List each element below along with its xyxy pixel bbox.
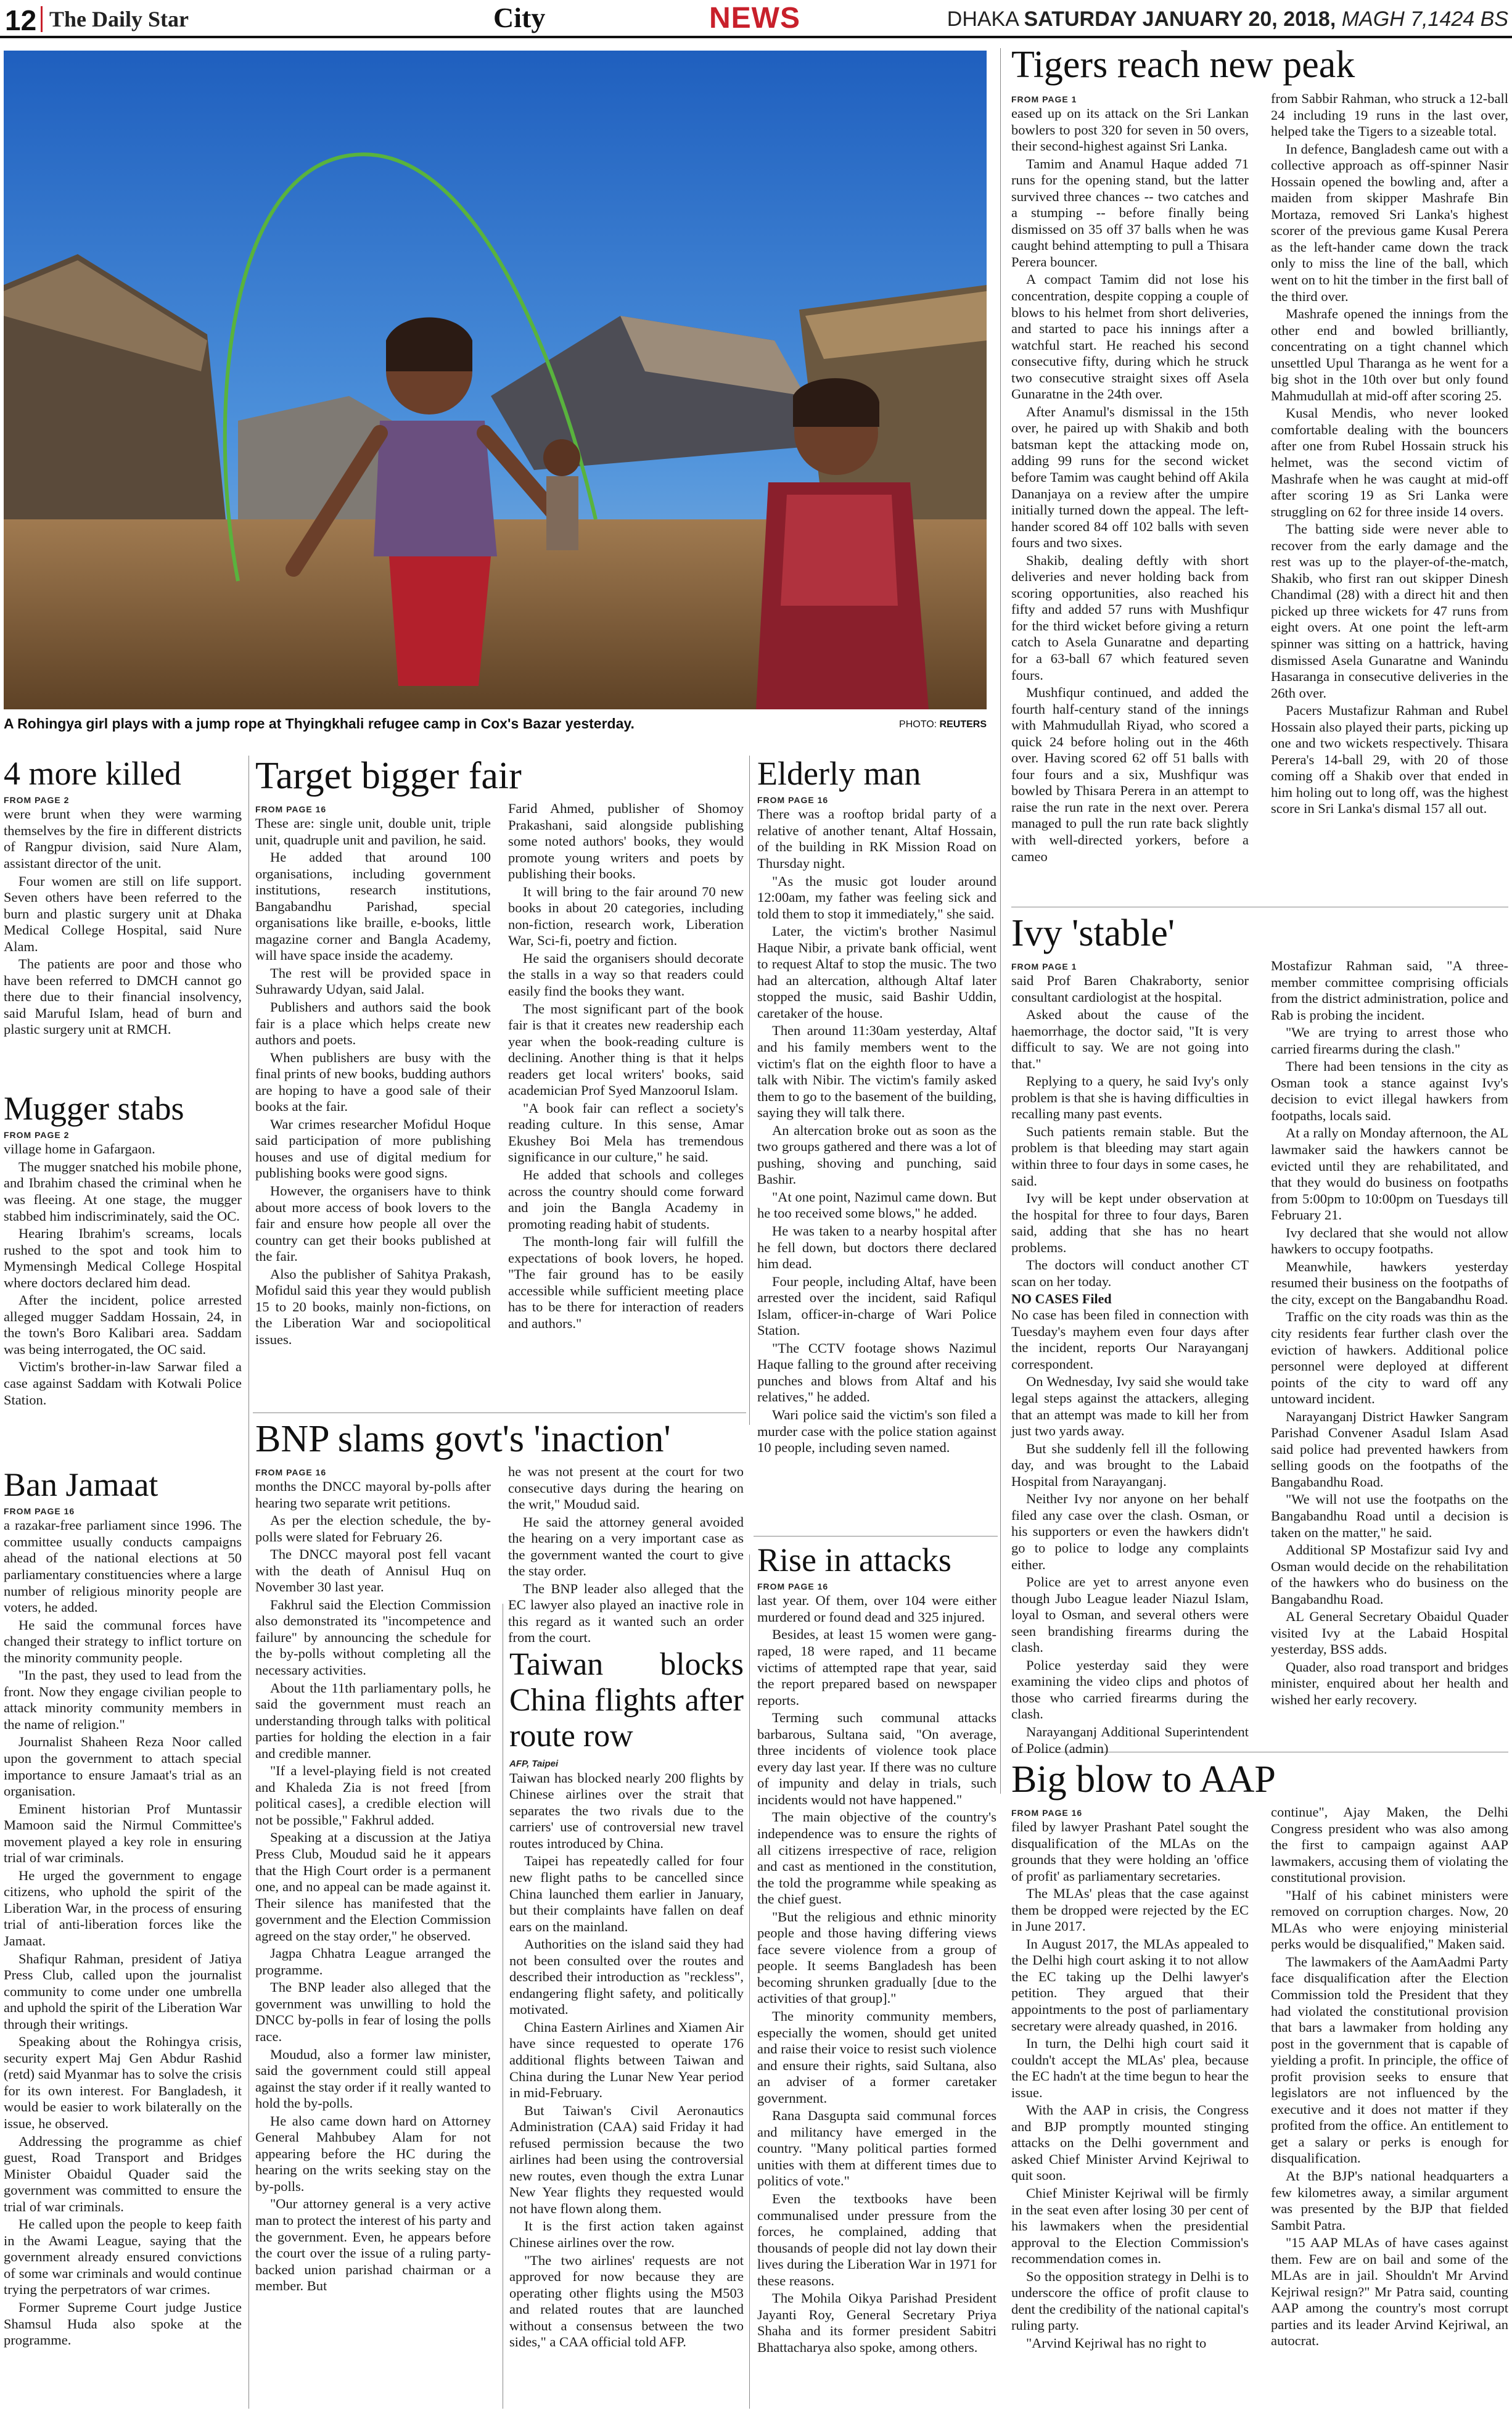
paragraph: The most significant part of the book fair is that it creates new readership each year when the book-reading culture is declining. Another thing is that it helps readers get local writers' books, said academician Prof Syed Manzoorul Islam. <box>508 1000 744 1099</box>
paragraph: Police yesterday said they were examining the video clips and photos of those who carried firearms during the clash. <box>1011 1657 1249 1722</box>
subheading: NO CASES Filed <box>1011 1291 1112 1307</box>
paragraph: He said the organisers should decorate the stalls in a way so that readers could easily find the books they want. <box>508 950 744 999</box>
paragraph: filed by lawyer Prashant Patel sought the disqualification of the MLAs on the grounds that they were holding an 'office of profit' as parliamentary secretaries. <box>1011 1818 1249 1884</box>
article-taiwan <box>509 1647 744 2352</box>
paragraph: Quader, also road transport and bridges minister, enquired about her health and wished her early recovery. <box>1271 1659 1508 1708</box>
paragraph: The DNCC mayoral post fell vacant with the death of Annisul Huq on November 30 last year. <box>255 1546 491 1595</box>
article-column <box>1011 958 1249 1758</box>
article-jamaat <box>4 1467 242 2350</box>
paragraph: A compact Tamim did not lose his concentration, despite copping a couple of blows to his helmet from short deliveries, and started to pace his innings after a watchful start. He reached his second consecutive fifty, during which he struck two consecutive straight sixes off Asela Gunaratne in the 24th over. <box>1011 271 1249 402</box>
rohingya-girl-photo <box>4 51 987 709</box>
paragraph: But Taiwan's Civil Aeronautics Administration (CAA) said Friday it had refused permission because the two airlines had been using the controversial new routes, even though the extra Lunar New Year flights they requested would not have flown along them. <box>509 2102 744 2216</box>
paragraph: However, the organisers have to think about more access of book lovers to the fair and ensure how people all over the country can get their books published at the fair. <box>255 1182 491 1264</box>
paragraph: "A book fair can reflect a society's reading culture. In this sense, Amar Ekushey Boi Mela has tremendous significance in our culture," he said. <box>508 1100 744 1165</box>
page-number: 12 <box>5 4 37 36</box>
paragraph: Traffic on the city roads was thin as the city residents fear further clash over the eviction of hawkers. Additional police personnel were deployed at different points of the city to ward off any untoward incident. <box>1271 1309 1508 1407</box>
article-column <box>1271 958 1508 1758</box>
paragraph: An altercation broke out as soon as the two groups gathered and there was a lot of pushing, shoving and punching, said Bashir. <box>757 1122 996 1187</box>
paragraph: On Wednesday, Ivy said she would take legal steps against the attackers, alleging that an attempt was made to kill her from just two yards away. <box>1011 1374 1249 1439</box>
paragraph: Pacers Mustafizur Rahman and Rubel Hossain also played their parts, picking up one and two wickets respectively. Thisara Perera's 14-ball 29, with 20 of those coming off a Shakib over that ended in him holing out to long off, was the highest score in Sri Lanka's dismal 157 all out. <box>1271 703 1508 817</box>
paragraph: The doctors will conduct another CT scan on her today. <box>1011 1257 1249 1289</box>
paragraph: There was a rooftop bridal party of a relative of another tenant, Altaf Hossain, of the building in RK Mission Road on Thursday night. <box>757 806 996 871</box>
from-page-label: FROM PAGE 16 <box>1011 1807 1083 1818</box>
paragraph: Farid Ahmed, publisher of Shomoy Prakashani, said alongside publishing some noted authors' books, they would promote young writers and poets by publishing their books. <box>508 800 744 882</box>
paragraph: Rana Dasgupta said communal forces and militancy have emerged in the country. "Many political parties formed unities with them at different times due to politics of vote." <box>757 2108 996 2189</box>
paragraph: As per the election schedule, the by-polls were slated for February 26. <box>255 1512 491 1545</box>
from-page-label: FROM PAGE 1 <box>1011 94 1077 104</box>
article-attacks <box>757 1542 996 2357</box>
paragraph: village home in Gafargaon. <box>4 1141 155 1157</box>
masthead-divider <box>41 6 43 32</box>
date-city: DHAKA <box>947 7 1019 31</box>
paragraph: Asked about the cause of the haemorrhage, the doctor said, "It is very difficult to say. We are not going into that." <box>1011 1007 1249 1071</box>
paragraph: a razakar-free parliament since 1996. The committee usually conducts campaigns ahead of the national elections at 50 parliamentary constituencies where a large number of religious minority people are voters, he added. <box>4 1517 242 1615</box>
issue-date <box>947 7 1508 31</box>
paragraph: Also the publisher of Sahitya Prakash, Mofidul said this year they would publish 15 to 20 books, mainly non-fictions, on the Liberation War and sociopolitical issues. <box>255 1266 491 1347</box>
article-tigers <box>1011 44 1508 866</box>
paragraph: China Eastern Airlines and Xiamen Air have since requested to operate 176 additional flights between Taiwan and China during the Lunar New Year period in mid-February. <box>509 2019 744 2101</box>
article-headline: Big blow to AAP <box>1011 1759 1276 1800</box>
paragraph: Meanwhile, hawkers yesterday resumed their business on the footpaths of the city, except on the Bangabandhu Road. <box>1271 1258 1508 1307</box>
paragraph: Replying to a query, he said Ivy's only problem is that she is having difficulties in recalling many past events. <box>1011 1073 1249 1122</box>
paragraph: eased up on its attack on the Sri Lankan bowlers to post 320 for seven in 50 overs, their second-highest against Sri Lanka. <box>1011 105 1249 154</box>
paragraph: After Anamul's dismissal in the 15th over, he paired up with Shakib and both batsman kept the attacking mode on, adding 99 runs for the second wicket before Tamim was caught behind off Akila Dananjaya on a review after the umpire initially turned down the appeal. The left-hander scored 84 off 102 balls with seven fours and two sixes. <box>1011 403 1249 551</box>
photo-credit <box>899 719 987 730</box>
paragraph: "Half of his cabinet ministers were removed on corruption charges. Now, 20 MLAs who were enjoying ministerial perks would be disqualified," Maken said. <box>1271 1887 1508 1952</box>
paragraph: Then around 11:30am yesterday, Altaf and his family members went to the victim's flat on the eighth floor to have a talk with Nibir. The victim's family asked them to go to the basement of the building, saying they will talk there. <box>757 1023 996 1121</box>
paragraph: "At one point, Nazimul came down. But he too received some blows," he added. <box>757 1189 996 1221</box>
paragraph: There had been tensions in the city as Osman took a stance against Ivy's decision to evict illegal hawkers from footpaths, locals said. <box>1271 1058 1508 1123</box>
credit-label: PHOTO: <box>899 719 937 730</box>
category-label: NEWS <box>709 2 800 35</box>
paragraph: Speaking about the Rohingya crisis, security expert Maj Gen Abdur Rashid (retd) said Myanmar has to solve the crisis for its own interest. For Bangladesh, it would be easier to work bilaterally on the issue, he observed. <box>4 2034 242 2131</box>
paragraph: In August 2017, the MLAs appealed to the Delhi high court asking it to not allow the EC taking up the Delhi lawyer's petition. They argued that their appointments to the post of parliamentary secretary were already quashed, in 2016. <box>1011 1936 1249 2034</box>
paragraph: The lawmakers of the AamAadmi Party face disqualification after the Election Commission told the President that they had violated the constitutional provision that bars a lawmaker from holding any post in the government that is capable of yielding a profit. In principle, the office of profit provision seeks to ensure that legislators are not influenced by the executive and it does not matter if they profited from the office. An entitlement to get a salary or perks is enough for disqualification. <box>1271 1953 1508 2166</box>
article-aap <box>1011 1759 1508 2353</box>
paragraph: Additional SP Mostafizur said Ivy and Osman would decide on the rehabilitation of the hawkers who do business on the Bangabandhu Road. <box>1271 1542 1508 1607</box>
paragraph: The minority community members, especially the women, should get united and raise their voice to resist such violence and ensure their rights, said Sultana, also an adviser of a former caretaker government. <box>757 2008 996 2106</box>
paragraph: The MLAs' pleas that the case against them be dropped were rejected by the EC in June 2017. <box>1011 1886 1249 1934</box>
article-column <box>255 801 491 1350</box>
photo-illustration <box>4 51 987 709</box>
article-elderly <box>757 756 996 1458</box>
paragraph: Kusal Mendis, who never looked comfortable dealing with the bouncers after one from Rubel Hossain struck his helmet, was the second victim of Mashrafe when he was caught at mid-off after scoring 19 as Sri Lanka were struggling on 62 for three inside 14 overs. <box>1271 405 1508 519</box>
date-bangla: MAGH 7,1424 BS <box>1341 7 1508 31</box>
paragraph: were brunt when they were warming themselves by the fire in different districts of Rangpur division, said Nure Alam, assistant director of the unit. <box>4 806 242 871</box>
article-body <box>1011 958 1508 1758</box>
paragraph: Addressing the programme as chief guest, Road Transport and Bridges Minister Obaidul Quader said the government was committed to ensure the trial of war criminals. <box>4 2133 242 2214</box>
paragraph: Taiwan has blocked nearly 200 flights by Chinese airlines over the strait that separates the two rivals due to the carriers' use of controversial new travel routes introduced by China. <box>509 1770 744 1851</box>
byline: AFP, Taipei <box>509 1758 559 1769</box>
paragraph: So the opposition strategy in Delhi is to underscore the office of profit clause to dent the credibility of the national capital's ruling party. <box>1011 2268 1249 2333</box>
article-headline: Mugger stabs <box>4 1090 184 1127</box>
article-body <box>1011 91 1508 866</box>
article-body <box>1011 1804 1508 2353</box>
from-page-label: FROM PAGE 2 <box>4 1130 70 1141</box>
paragraph: Four people, including Altaf, have been arrested over the incident, said Rafiqul Islam, officer-in-charge of Wari Police Station. <box>757 1273 996 1338</box>
paragraph: The rest will be provided space in Suhrawardy Udyan, said Jalal. <box>255 965 491 997</box>
paragraph: Victim's brother-in-law Sarwar filed a case against Saddam with Kotwali Police Station. <box>4 1359 242 1408</box>
paper-name: The Daily Star <box>49 7 189 31</box>
paragraph: "As the music got louder around 12:00am, my father was feeling sick and told them to stop it immediately," she said. <box>757 873 996 922</box>
paragraph: The batting side were never able to recover from the early damage and the rest was up to the player-of-the-match, Shakib, who first ran out skipper Dinesh Chandimal (28) with a direct hit and then picked up three wickets for 47 runs from eight overs. At one point the left-arm spinner was sitting on a hattrick, having dismissed Asela Gunaratne and Wanindu Hasaranga in consecutive deliveries in the 26th over. <box>1271 521 1508 701</box>
paragraph: Ivy will be kept under observation at the hospital for three to four days, Baren said, adding that she has no heart problems. <box>1011 1190 1249 1255</box>
paragraph: The month-long fair will fulfill the expectations of book lovers, he hoped. "The fair ground has to be easily accessible while sufficient meeting place has to be there for interaction of readers and authors." <box>508 1234 744 1331</box>
paragraph: Speaking at a discussion at the Jatiya Press Club, Moudud said he it appears that the High Court order is a permanent one, and no appeal can be made against it. Their silence has manifested that the government and the Election Commission agreed on the stay order," he observed. <box>255 1829 491 1944</box>
paragraph: Jagpa Chhatra League arranged the programme. <box>255 1945 491 1978</box>
paragraph: said Prof Baren Chakraborty, senior consultant cardiologist at the hospital. <box>1011 972 1249 1005</box>
paragraph: Tamim and Anamul Haque added 71 runs for the opening stand, but the latter survived three chances -- two catches and a stumping -- before finally being dismissed on 35 off 37 balls when he was caught behind attempting to pull a Thisara Perera bouncer. <box>1011 155 1249 270</box>
paragraph: Chief Minister Kejriwal will be firmly in the seat even after losing 30 per cent of his lawmakers when the presidential approval to the Election Commission's recommendation comes in. <box>1011 2185 1249 2267</box>
paragraph: In turn, the Delhi high court said it couldn't accept the MLAs' plea, because the EC hadn't at the time begun to hear the issue. <box>1011 2036 1249 2100</box>
paragraph: He added that schools and colleges across the country should come forward and join the Bangla Academy in promoting reading habit of students. <box>508 1166 744 1232</box>
paragraph: continue", Ajay Maken, the Delhi Congress president who was also among the first to campaign against AAP lawmakers, accusing them of violating the constitutional provision. <box>1271 1804 1508 1886</box>
paragraph: He said the attorney general avoided the hearing on a very important case as the government wanted the court to give the stay order. <box>508 1514 744 1579</box>
paragraph: months the DNCC mayoral by-polls after hearing two separate writ petitions. <box>255 1478 491 1511</box>
paragraph: Four women are still on life support. Seven others have been referred to the burn and plastic surgery unit at Dhaka Medical College Hospital, said Nure Alam. <box>4 873 242 954</box>
paragraph: He added that around 100 organisations, including government institutions, research institutions, Bangabandhu Parishad, special organisations like braille, e-books, little magazine corner and Bangla Academy, will have space inside the academy. <box>255 849 491 963</box>
article-column <box>1011 1804 1249 2353</box>
masthead <box>0 0 1512 38</box>
from-page-label: FROM PAGE 16 <box>255 1467 327 1477</box>
paragraph: last year. Of them, over 104 were either murdered or found dead and 325 injured. <box>757 1593 996 1625</box>
article-headline: Rise in attacks <box>757 1541 951 1578</box>
paragraph: Taipei has repeatedly called for four new flight paths to be cancelled since China launched them earlier in January, but their complaints have fallen on deaf ears on the mainland. <box>509 1853 744 1934</box>
paragraph: Mostafizur Rahman said, "A three-member committee comprising officials from the district administration, police and Rab is probing the incident. <box>1271 957 1508 1023</box>
article-mugger <box>4 1091 242 1409</box>
article-fair <box>255 756 744 1349</box>
paragraph: When publishers are busy with the final prints of new books, budding authors are hoping to have a good sale of their books at the fair. <box>255 1049 491 1115</box>
paragraph: AL General Secretary Obaidul Quader visited Ivy at the Labaid Hospital yesterday, BSS adds. <box>1271 1609 1508 1657</box>
paragraph: "If a level-playing field is not created and Khaleda Zia is not freed [from political cases], a credible election will not be possible," Fakhrul added. <box>255 1763 491 1828</box>
paragraph: Shakib, dealing deftly with short deliveries and never holding back from scoring opportunities, also reached his fifty and added 57 runs with Mushfiqur for the third wicket before giving a return catch to Asela Gunaratne and departing for a 63-ball 67 which featured seven fours. <box>1011 552 1249 683</box>
paragraph: But she suddenly fell ill the following day, and was brought to the Labaid Hospital from Narayanganj. <box>1011 1440 1249 1489</box>
article-column <box>255 1464 491 2296</box>
section-name: City <box>493 2 546 33</box>
paragraph: He urged the government to engage citizens, who uphold the spirit of the Liberation War, in the process of ensuring trial of anti-liberation forces like the Jamaat. <box>4 1867 242 1949</box>
paragraph: Narayanganj Additional Superintendent of Police (admin) <box>1011 1723 1249 1756</box>
caption-text: A Rohingya girl plays with a jump rope at Thyingkhali refugee camp in Cox's Bazar yesterday. <box>4 716 635 732</box>
credit-source: REUTERS <box>939 719 987 730</box>
paragraph: He said the communal forces have changed their strategy to inflict torture on the minority community people. <box>4 1617 242 1665</box>
paragraph: Mushfiqur continued, and added the fourth half-century stand of the innings with Mahmudullah Riyad, who scored a quick 24 before holing out in the 46th over. Having scored 62 off 51 balls with four fours and a six, Mushfiqur was bowled by Thisara Perera in an attempt to raise the run rate in the next over. Perera managed to pull the run rate back slightly with well-directed yorkers, before a cameo <box>1011 685 1249 864</box>
paragraph: "But the religious and ethnic minority people and those having differing views face severe violence from a group of people. It seems Bangladesh has been becoming shrunken gradually [due to the activities of that group]." <box>757 1908 996 2007</box>
paragraph: Publishers and authors said the book fair is a place which helps create new authors and poets. <box>255 999 491 1048</box>
paragraph: The BNP leader also alleged that the government was unwilling to hold the DNCC by-polls in fear of losing the polls race. <box>255 1979 491 2044</box>
paragraph: Such patients remain stable. But the problem is that bleeding may start again within three to four days in some cases, he said. <box>1011 1123 1249 1189</box>
paragraph: "We are trying to arrest those who carried firearms during the clash." <box>1271 1025 1508 1057</box>
paragraph: Even the textbooks have been communalised under pressure from the forces, he complained, adding that thousands of people did not lay down their lives during the Liberation War in 1971 for these reasons. <box>757 2191 996 2288</box>
article-headline: Ban Jamaat <box>4 1466 158 1503</box>
paragraph: These are: single unit, double unit, triple unit, quadruple unit and pavilion, he said. <box>255 815 491 848</box>
paragraph: It will bring to the fair around 70 new books in about 20 categories, including non-fiction, research work, Liberation War, Sci-fi, poetry and fiction. <box>508 883 744 949</box>
paragraph: "The CCTV footage shows Nazimul Haque falling to the ground after receiving punches and blows from Altaf and his relatives," he added. <box>757 1340 996 1405</box>
paragraph: Besides, at least 15 women were gang-raped, 18 were raped, and 11 became victims of attempted rape that year, said the report prepared based on newspaper reports. <box>757 1627 996 1708</box>
column-rule <box>749 1554 750 2409</box>
article-headline: BNP slams govt's 'inaction' <box>255 1418 671 1460</box>
paragraph: After the incident, police arrested alleged mugger Saddam Hossain, 24, in the town's Boro Kalibari area. Saddam was being interrogated, the OC said. <box>4 1292 242 1357</box>
date-main: SATURDAY JANUARY 20, 2018, <box>1024 7 1336 31</box>
paragraph: Wari police said the victim's son filed a murder case with the police station against 10 people, including seven named. <box>757 1407 996 1456</box>
article-column <box>1271 91 1508 866</box>
column-rule <box>749 756 750 1425</box>
paragraph: from Sabbir Rahman, who struck a 12-ball 24 including 19 runs in the last over, helped take the Tigers to a sizeable total. <box>1271 90 1508 139</box>
paragraph: Ivy declared that she would not allow hawkers to occupy footpaths. <box>1271 1224 1508 1257</box>
from-page-label: FROM PAGE 16 <box>757 1582 829 1592</box>
paragraph: "We will not use the footpaths on the Bangabandhu Road until a decision is taken on the matter," he said. <box>1271 1491 1508 1540</box>
paragraph: Authorities on the island said they had not been consulted over the routes and described their introduction as "reckless", endangering flight safety, and politically motivated. <box>509 1936 744 2018</box>
column-rule <box>1000 48 1001 1794</box>
paragraph: he was not present at the court for two consecutive days during the hearing on the writ," Moudud said. <box>508 1463 744 1512</box>
photo-caption <box>4 716 987 740</box>
paragraph: He also came down hard on Attorney General Mahbubey Alam for not appearing before the HC during the hearing on the writs seeking stay on the by-polls. <box>255 2113 491 2194</box>
article-headline: Taiwan blocks China flights after route row <box>509 1647 744 1754</box>
paragraph: Moudud, also a former law minister, said the government could still appeal against the stay order if it really wanted to hold the by-polls. <box>255 2046 491 2111</box>
paragraph: Neither Ivy nor anyone on her behalf filed any case over the clash. Osman, or his supporters or even the hawkers didn't go to police to lodge any complaints either. <box>1011 1491 1249 1572</box>
paragraph: Shafiqur Rahman, president of Jatiya Press Club, called upon the journalist community to come under one umbrella and uphold the spirit of the Liberation War through their writings. <box>4 1950 242 2032</box>
paragraph: War crimes researcher Mofidul Hoque said participation of more publishing houses and use of digital medium for publishing books were good signs. <box>255 1116 491 1181</box>
paragraph: He called upon the people to keep faith in the Awami League, saying that the government already ensured convictions of some war criminals and would continue trying the perpetrators of war crimes. <box>4 2216 242 2298</box>
paragraph: Narayanganj District Hawker Sangram Parishad Convener Asadul Islam Asad said police had prevented hawkers from selling goods on the footpaths of the Bangabandhu Road. <box>1271 1408 1508 1490</box>
from-page-label: FROM PAGE 16 <box>4 1506 75 1517</box>
paragraph: "Arvind Kejriwal has no right to <box>1026 2335 1207 2351</box>
paragraph: About the 11th parliamentary polls, he said the government must reach an understanding through talks with political parties for holding the election in a fair and credible manner. <box>255 1680 491 1761</box>
article-ivy <box>1011 913 1508 1758</box>
from-page-label: FROM PAGE 1 <box>1011 961 1077 971</box>
paragraph: Later, the victim's brother Nasimul Haque Nibir, a private bank official, went to request Altaf to stop the music. The two had an altercation, although Altaf later stopped the music, said Bashir Uddin, caretaker of the house. <box>757 923 996 1021</box>
paragraph: The BNP leader also alleged that the EC lawyer also played an inactive role in this regard as it wanted such an order from the court. <box>508 1580 744 1646</box>
paragraph: The Mohila Oikya Parishad President Jayanti Roy, General Secretary Priya Shaha and its former president Sabitri Bhattacharya also spoke, among others. <box>757 2290 996 2355</box>
paragraph: Eminent historian Prof Muntassir Mamoon said the Nirmul Committee's movement played a key role in ensuring trial of war criminals. <box>4 1800 242 1866</box>
paragraph: At the BJP's national headquarters a few kilometres away, a similar argument was presented by the BJP that fielded Sambit Patra. <box>1271 2168 1508 2233</box>
paragraph: Journalist Shaheen Reza Noor called upon the government to attach special importance to ensure Jamaat's trial as an organisation. <box>4 1734 242 1799</box>
paragraph: Police are yet to arrest anyone even though Jubo League leader Niazul Islam, loyal to Osman, and several others were seen brandishing firearms during the clash. <box>1011 1574 1249 1656</box>
paragraph: The main objective of the country's independence was to ensure the rights of all citizens irrespective of race, religion and cast as mentioned in the constitution, the told the programme while speaking as the chief guest. <box>757 1809 996 1907</box>
article-headline: Tigers reach new peak <box>1011 44 1355 86</box>
paragraph: Terming such communal attacks barbarous, Sultana said, "On average, three incidents of violence took place every day last year. If there was no culture of impunity and delay in trials, such incidents would not have happened." <box>757 1710 996 1807</box>
article-headline: Target bigger fair <box>255 755 522 797</box>
from-page-label: FROM PAGE 16 <box>255 804 327 814</box>
paragraph: The patients are poor and those who have been referred to DMCH cannot go there due to their financial insolvency, said Maruful Islam, head of burn and plastic surgery unit at RMCH. <box>4 956 242 1037</box>
paragraph: "In the past, they used to lead from the front. Now they engage civilian people to attack minority community members in the name of religion." <box>4 1667 242 1732</box>
paragraph: Hearing Ibrahim's screams, locals rushed to the spot and took him to Mymensingh Medical College Hospital where doctors declared him dead. <box>4 1226 242 1290</box>
article-killed <box>4 756 242 1039</box>
paragraph: Fakhrul said the Election Commission also demonstrated its "incompetence and failure" by announcing the schedule for the by-polls without completing all the necessary activities. <box>255 1596 491 1678</box>
paragraph: No case has been filed in connection with Tuesday's mayhem even four days after the incident, reports Our Narayanganj correspondent. <box>1011 1307 1249 1372</box>
paragraph: "The two airlines' requests are not approved for now because they are operating other flights using the M503 and related routes that are launched without a consensus between the two sides," a CAA official told AFP. <box>509 2252 744 2350</box>
paragraph: In defence, Bangladesh came out with a collective approach as off-spinner Nasir Hossain opened the bowling and, after a maiden from skipper Mashrafe Bin Mortaza, removed Sri Lanka's highest scorer of the previous game Kusal Perera as the left-hander came down the track only to miss the line of the ball, which went on to hit the timber in the first ball of the third over. <box>1271 141 1508 304</box>
from-page-label: FROM PAGE 2 <box>4 795 70 806</box>
article-column <box>508 801 744 1350</box>
article-headline: 4 more killed <box>4 755 181 792</box>
from-page-label: FROM PAGE 16 <box>757 795 829 806</box>
article-column <box>1011 91 1249 866</box>
paragraph: "Our attorney general is a very active man to protect the interest of his party and the government. Even, he appears before the court over the issue of a ruling party-backed union parishad chairman or a member. But <box>255 2196 491 2294</box>
article-body <box>255 801 744 1350</box>
article-headline: Ivy 'stable' <box>1011 912 1175 954</box>
article-headline: Elderly man <box>757 755 921 792</box>
paragraph: The mugger snatched his mobile phone, and Ibrahim chased the criminal when he was fleeing. At one stage, the mugger stabbed him indiscriminately, said the OC. <box>4 1158 242 1224</box>
paragraph: "15 AAP MLAs of have cases against them. Few are on bail and some of the MLAs are in jail. Shouldn't Mr Arvind Kejriwal resign?" Mr Patra said, counting AAP among the country's most corrupt parties and its leader Arvind Kejriwal, an autocrat. <box>1271 2235 1508 2349</box>
article-column <box>1271 1804 1508 2353</box>
paragraph: Former Supreme Court judge Justice Shamsul Huda also spoke at the programme. <box>4 2300 242 2348</box>
paragraph: With the AAP in crisis, the Congress and BJP promptly mounted stinging attacks on the Delhi government and asked Chief Minister Arvind Kejriwal to quit soon. <box>1011 2102 1249 2184</box>
paragraph: At a rally on Monday afternoon, the AL lawmaker said the hawkers cannot be evicted until they are rehabilitated, and that they would do business on footpaths from 5:00pm to 10:00pm on Tuesdays till February 21. <box>1271 1125 1508 1223</box>
paragraph: Mashrafe opened the innings from the other end and bowled brilliantly, concentrating on a tight channel which unsettled Upul Tharanga as he went for a big shot in the 10th over but only found Mahmudullah at mid-off after scoring 25. <box>1271 306 1508 403</box>
paragraph: It is the first action taken against Chinese airlines over the row. <box>509 2218 744 2251</box>
paragraph: He was taken to a nearby hospital after he fell down, but doctors there declared him dead. <box>757 1223 996 1272</box>
